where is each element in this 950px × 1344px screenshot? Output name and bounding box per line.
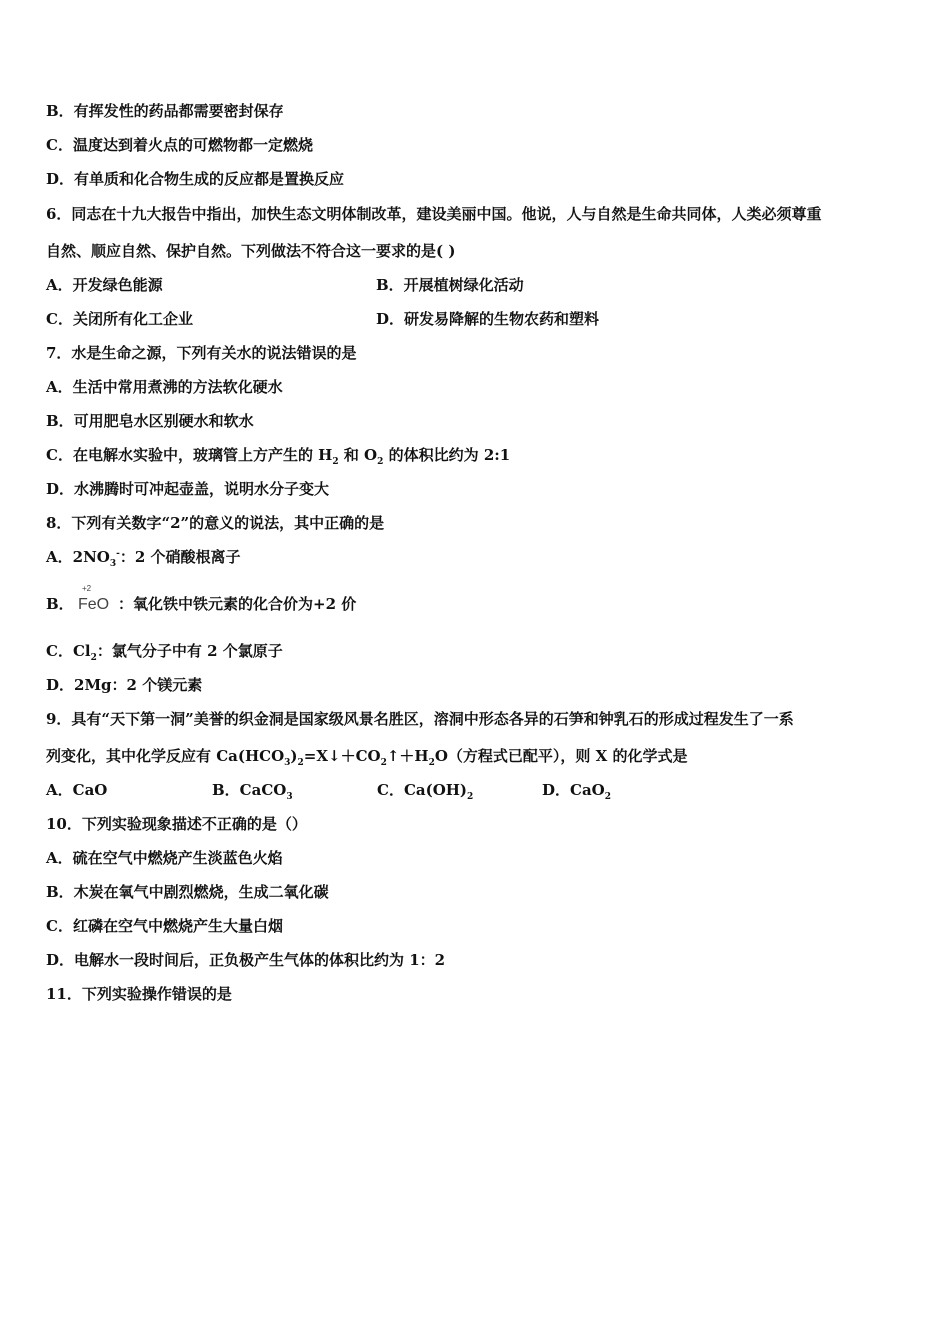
q7-option-b: B．可用肥皂水区别硬水和软水 [46, 412, 254, 430]
q9-option-c: C．$Ca(OH)_2$ [377, 781, 474, 802]
q8-option-d: D．2Mg：2 个镁元素 [46, 676, 203, 694]
q8-option-b-label: B． [46, 595, 74, 613]
q10-option-d: D．电解水一段时间后，正负极产生气体的体积比约为 1：2 [46, 951, 446, 969]
q6-stem-line1: 6．同志在十九大报告中指出，加快生态文明体制改革，建设美丽中国。他说，人与自然是生命共同体，人类必须尊重 [46, 205, 822, 223]
q7-option-c: C．在电解水实验中，玻璃管上方产生的 $H_2$ 和 $O_2$ 的体积比约为 2:1 [46, 446, 511, 467]
q9-stem-line2: 列变化，其中化学反应有 $Ca(HCO_3)_2=X↓+CO_2↑+H_2O$（方程式已配平），则 X 的化学式是 [46, 747, 688, 768]
q6-option-d: D．研发易降解的生物农药和塑料 [376, 310, 600, 328]
q10-option-c: C．红磷在空气中燃烧产生大量白烟 [46, 917, 283, 935]
q8-option-a: A．$2NO_3^-$：2 个硝酸根离子 [46, 548, 241, 569]
q8-option-b-formula: FeO [78, 596, 110, 613]
q8-option-b-text: ：氧化铁中铁元素的化合价为+2 价 [118, 595, 357, 613]
q6-option-c: C．关闭所有化工企业 [46, 310, 193, 328]
q11-stem: 11．下列实验操作错误的是 [46, 985, 232, 1003]
q5-option-b: B．有挥发性的药品都需要密封保存 [46, 102, 284, 120]
q9-option-b: B．CaCO$_3$ [212, 781, 293, 802]
q6-option-a: A．开发绿色能源 [46, 276, 163, 294]
q10-option-a: A．硫在空气中燃烧产生淡蓝色火焰 [46, 849, 283, 867]
q8-stem: 8．下列有关数字“2”的意义的说法，其中正确的是 [46, 514, 385, 532]
q7-stem: 7．水是生命之源，下列有关水的说法错误的是 [46, 344, 357, 362]
q5-option-d: D．有单质和化合物生成的反应都是置换反应 [46, 170, 345, 188]
q9-option-d: D．CaO$_2$ [542, 781, 611, 802]
q6-stem-line2: 自然、顺应自然、保护自然。下列做法不符合这一要求的是( ) [46, 242, 456, 260]
q10-stem: 10．下列实验现象描述不正确的是（） [46, 815, 307, 833]
q8-option-c: C．$Cl_2$：氯气分子中有 2 个氯原子 [46, 642, 283, 663]
q7-option-a: A．生活中常用煮沸的方法软化硬水 [46, 378, 283, 396]
q8-option-b-valence: +2 [82, 584, 92, 593]
q10-option-b: B．木炭在氧气中剧烈燃烧，生成二氧化碳 [46, 883, 329, 901]
q7-option-d: D．水沸腾时可冲起壶盖，说明水分子变大 [46, 480, 330, 498]
q9-option-a: A．CaO [46, 781, 108, 799]
q6-option-b: B．开展植树绿化活动 [376, 276, 524, 294]
q5-option-c: C．温度达到着火点的可燃物都一定燃烧 [46, 136, 313, 154]
q9-stem-line1: 9．具有“天下第一洞”美誉的织金洞是国家级风景名胜区，溶洞中形态各异的石笋和钟乳石的形成过程发生了一系 [46, 710, 794, 728]
